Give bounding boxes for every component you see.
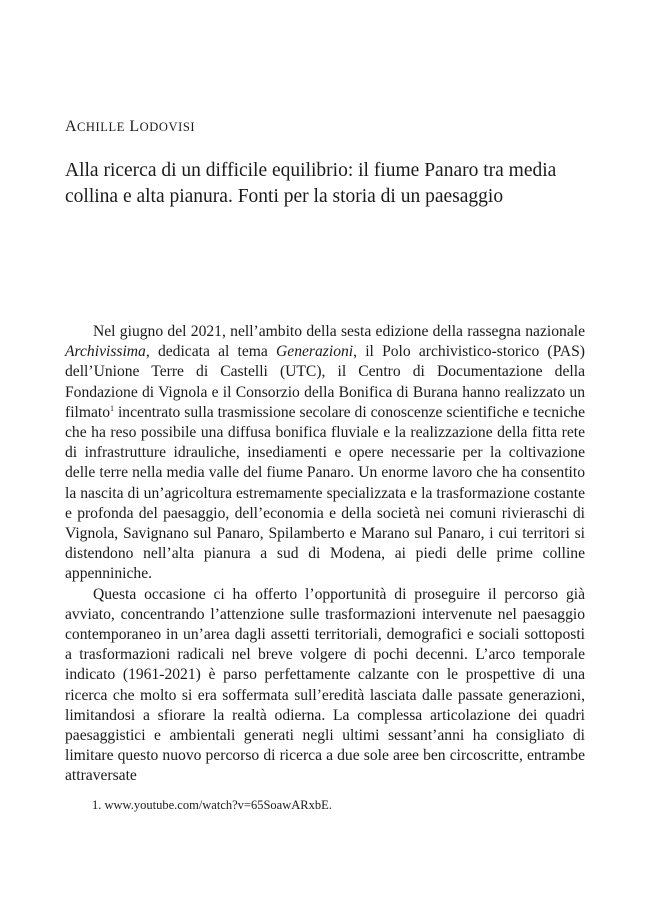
title-line-1: Alla ricerca di un difficile equilibrio: il fiume Panaro tra media [65,160,557,181]
paragraph-1-text-d: incentrato sulla trasmissione secolare di conoscenze scientifiche e tecniche che ha reso possibile una diffusa bonifica fluviale e la realizzazione della fitta rete di infrastrutture idrauliche, insediamenti e opere necessarie per la coltivazione delle terre nella media valle del fiume Panaro. Un enorme lavoro che ha consentito la nascita di un’agricoltura estremamente specializzata e la trasformazione costante e profonda del paesaggio, dell’economia e della società nei comuni rivierаschi di Vignola, Savignano sul Panaro, Spilamberto e Marano sul Panaro, i cui territori si distendono nell’alta pianura a sud di Modena, ai piedi delle prime colline appenniniche. [65,403,585,583]
footnote: 1. www.youtube.com/watch?v=65SoawARxbE. [92,798,332,812]
paragraph-1-text-a: Nel giugno del 2021, nell’ambito della sesta edizione della rassegna nazionale [93,323,585,340]
article-title [65,158,585,210]
author-last-rest: ODOVISI [139,120,196,134]
paragraph-2: Questa occasione ci ha offerto l’opportunità di proseguire il percorso già avviato, concentrando l’attenzione sulle trasformazioni intervenute nel paesaggio contemporaneo in un’area dagli assetti territoriali, demografici e sociali sottoposti a trasformazioni radicali nel breve volgere di pochi decenni. L’arco temporale indicato (1961-2021) è parso perfettamente calzante con le prospettive di una ricerca che molto si era soffermata sull’eredità lasciata dalle passate generazioni, limitandosi a sfiorare la realtà odierna. La complessa articolazione dei quadri paesaggistici e ambientali generati negli ultimi sessant’anni ha consigliato di limitare questo nuovo percorso di ricerca a due sole aree ben circoscritte, entrambe attraversate [65,585,585,785]
paragraph-1-text-b: , dedicata al tema [145,343,277,361]
paragraph-1 [65,322,585,585]
footnote-reference[interactable]: 1 [110,403,115,413]
author-first-rest: CHILLE [76,120,126,134]
paragraph-1-text-c: , il Polo archivistico-storico (PAS) dell’Unione Terre di Castelli (UTC), il Centro di Documentazione della Fondazione di Vignola e il Consorzio della Bonifica di Burana hanno realizzato un filmato [65,343,585,421]
author-first-initial: A [65,118,77,135]
author-last-initial: L [129,118,140,135]
title-line-2: collina e alta pianura. Fonti per la storia di un paesaggio [65,186,504,207]
archivissima-italic: Archivissima [65,343,146,361]
author-name [65,117,585,137]
article-body [65,322,585,787]
generazioni-italic: Generazioni [276,343,354,361]
